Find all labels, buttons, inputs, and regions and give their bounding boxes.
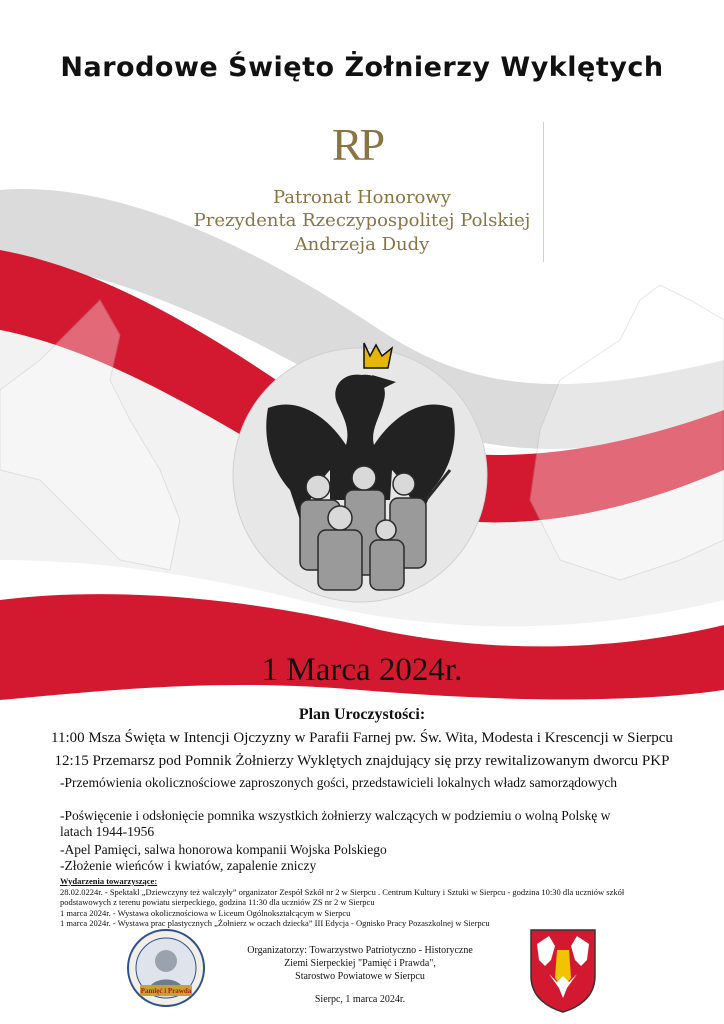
organizers-line-2: Ziemi Sierpeckiej "Pamięć i Prawda", — [284, 958, 436, 969]
patronage-line-2: Prezydenta Rzeczypospolitej Polskiej — [193, 210, 531, 231]
place-and-date: Sierpc, 1 marca 2024r. — [314, 994, 406, 1005]
events-label: Wydarzenia towarzyszące: — [60, 876, 158, 886]
badge-text: Pamięć i Prawda — [140, 987, 192, 995]
plan-item: -Apel Pamięci, salwa honorowa kompanii Wojska Polskiego — [60, 842, 387, 857]
event-item: 1 marca 2024r. - Wystawa okolicznościowa w Liceum Ogólnokształcącym w Sierpcu — [60, 908, 351, 918]
county-coat-of-arms — [527, 926, 599, 1014]
event-date: 1 Marca 2024r. — [261, 652, 463, 688]
event-item: 1 marca 2024r. - Wystawa prac plastycznych „Żołnierz w oczach dziecka” III Edycja - Ognisko Pracy Pozaszkolnej w Sierpcu — [60, 918, 490, 928]
plan-item: -Złożenie wieńców i kwiatów, zapalenie zniczy — [60, 858, 317, 873]
schedule-item: 12:15 Przemarsz pod Pomnik Żołnierzy Wyklętych znajdujący się przy rewitalizowanym dworcu PKP — [54, 753, 670, 769]
schedule-item: 11:00 Msza Święta w Intencji Ojczyzny w Parafii Farnej pw. Św. Wita, Modesta i Krescencji w Sierpcu — [51, 730, 673, 746]
society-badge-logo — [126, 928, 206, 1008]
event-item: 28.02.0224r. - Spektakl „Dziewczyny też walczyły” organizator Zespół Szkół nr 2 w Sierpcu . Centrum Kultury i Sztuki w Sierpcu - godzina 10:30 dla uczniów szkół podstawowych z terenu powiatu sierpeckiego, godzina 11:30 dla uczniów ZS nr 2 w Sierpcu — [60, 887, 625, 907]
plan-item: -Poświęcenie i odsłonięcie pomnika wszystkich żołnierzy walczących w podziemiu o wolną Polskę w latach 1944-1956 — [60, 808, 611, 839]
plan-heading: Plan Uroczystości: — [298, 706, 426, 723]
organizers-line-1: Organizatorzy: Towarzystwo Patriotyczno - Historyczne — [247, 945, 473, 956]
organizers-line-3: Starostwo Powiatowe w Sierpcu — [295, 971, 425, 982]
patronage-line-1: Patronat Honorowy — [273, 187, 451, 208]
plan-item: -Przemówienia okolicznościowe zaproszonych gości, przedstawicieli lokalnych władz samorządowych — [60, 775, 618, 790]
patronage-line-3: Andrzeja Dudy — [294, 234, 430, 255]
page-title: Narodowe Święto Żołnierzy Wyklętych — [60, 52, 664, 83]
rp-logo: RP — [331, 119, 383, 170]
